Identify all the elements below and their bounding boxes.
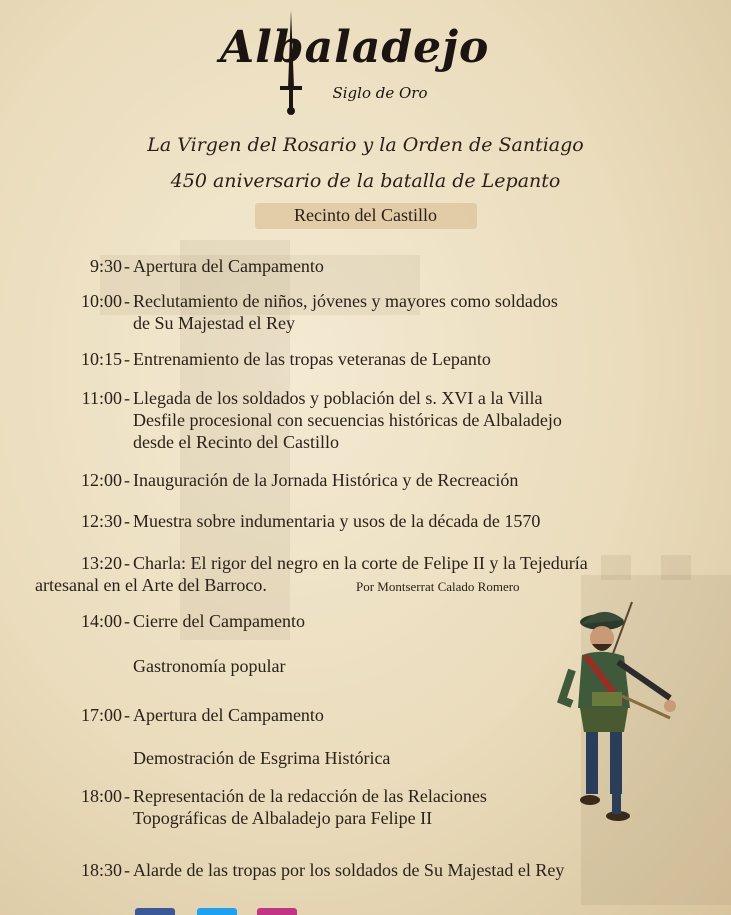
twitter-icon[interactable] [197,908,237,915]
separator: - [124,349,130,369]
separator: - [124,786,130,806]
schedule-time: 12:30 [80,511,122,531]
schedule-text: Apertura del Campamento [133,256,324,276]
background-tower-crenel [601,555,631,580]
schedule-time: 18:00 [80,786,122,806]
facebook-icon[interactable] [135,908,175,915]
schedule-text: artesanal en el Arte del Barroco. [35,575,267,595]
separator: - [124,553,130,573]
separator: - [124,388,130,408]
headline-2: 450 aniversario de la batalla de Lepanto [170,170,561,192]
schedule-time: 10:15 [80,349,122,369]
schedule-text: Demostración de Esgrima Histórica [133,748,391,768]
schedule-text: Gastronomía popular [133,656,286,676]
separator: - [124,470,130,490]
schedule-text: Alarde de las tropas por los soldados de Su Majestad el Rey [133,860,565,880]
schedule-text: Muestra sobre indumentaria y usos de la década de 1570 [133,511,541,531]
separator: - [124,860,130,880]
logo [220,8,490,118]
venue: Recinto del Castillo [294,205,437,225]
soldier-illustration [552,600,692,830]
schedule-time: 11:00 [81,388,122,408]
schedule-text: Llegada de los soldados y población del s. XVI a la Villa [133,388,543,408]
logo-title: Albaladejo [220,22,490,73]
schedule-time: 13:20 [80,553,122,573]
schedule-text: Charla: El rigor del negro en la corte de Felipe II y la Tejeduría [133,553,588,573]
separator: - [124,256,130,276]
background-tower-crenel [661,555,691,580]
headline-1: La Virgen del Rosario y la Orden de Santiago [147,134,584,156]
instagram-icon[interactable] [257,908,297,915]
schedule-time: 12:00 [80,470,122,490]
separator: - [124,511,130,531]
schedule-text: desde el Recinto del Castillo [133,432,339,452]
separator: - [124,611,130,631]
schedule-text: Representación de la redacción de las Relaciones [133,786,487,806]
separator: - [124,705,130,725]
speaker-credit: Por Montserrat Calado Romero [356,579,520,594]
schedule-text: Inauguración de la Jornada Histórica y de Recreación [133,470,519,490]
schedule-text: Entrenamiento de las tropas veteranas de Lepanto [133,349,491,369]
schedule-time: 10:00 [80,291,122,311]
schedule-text: de Su Majestad el Rey [133,313,295,333]
schedule-text: Topográficas de Albaladejo para Felipe II [133,808,433,828]
schedule-time: 9:30 [89,256,122,276]
schedule-time: 14:00 [80,611,122,631]
schedule-time: 17:00 [80,705,122,725]
schedule-text: Cierre del Campamento [133,611,305,631]
schedule-text: Reclutamiento de niños, jóvenes y mayores como soldados [133,291,558,311]
schedule-text: Apertura del Campamento [133,705,324,725]
separator: - [124,291,130,311]
schedule-time: 18:30 [80,860,122,880]
schedule-text: Desfile procesional con secuencias históricas de Albaladejo [133,410,562,430]
logo-subtitle: Siglo de Oro [332,84,428,102]
